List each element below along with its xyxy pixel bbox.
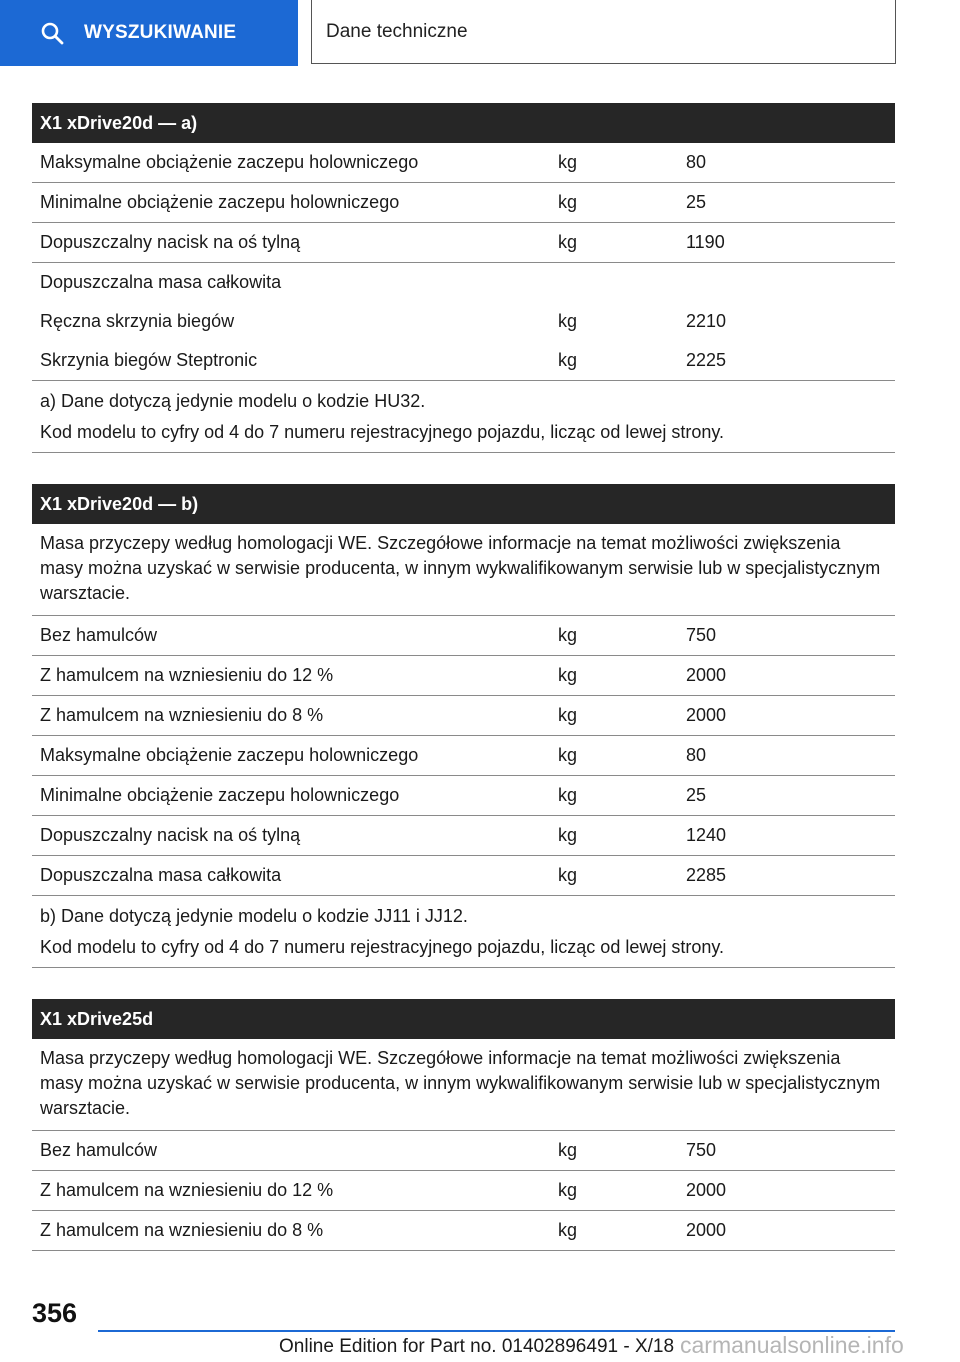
table-row <box>32 1211 895 1251</box>
row-label: Maksymalne obciążenie zaczepu holowniczego <box>40 152 419 172</box>
table-row <box>32 183 895 223</box>
row-label: Ręczna skrzynia biegów <box>40 311 235 331</box>
row-value: 2000 <box>686 1220 727 1240</box>
spec-content <box>32 103 895 1282</box>
row-unit: kg <box>558 232 578 252</box>
row-value: 2225 <box>686 350 727 370</box>
row-value: 2000 <box>686 1180 727 1200</box>
row-label: Dopuszczalna masa całkowita <box>40 272 282 292</box>
row-unit: kg <box>558 705 578 725</box>
table-row <box>32 656 895 696</box>
top-bar <box>0 0 960 66</box>
row-label: Maksymalne obciążenie zaczepu holowniczego <box>40 745 419 765</box>
table-row <box>32 1171 895 1211</box>
row-unit: kg <box>558 865 578 885</box>
table-row <box>32 263 895 302</box>
search-button-label: WYSZUKIWANIE <box>84 22 237 43</box>
row-label: Z hamulcem na wzniesieniu do 8 % <box>40 705 324 725</box>
table-row <box>32 856 895 896</box>
row-value: 2000 <box>686 665 727 685</box>
row-label: Bez hamulców <box>40 625 158 645</box>
row-label: Dopuszczalny nacisk na oś tylną <box>40 232 301 252</box>
row-value: 750 <box>686 1140 717 1160</box>
row-unit: kg <box>558 192 578 212</box>
table-description: Masa przyczepy według homologacji WE. Szczegółowe informacje na temat możliwości zwiększenia masy można uzyskać w serwisie producenta, w innym wykwalifikowanym serwisie lub w specjalistycznym warsztacie. <box>32 524 895 616</box>
row-label: Z hamulcem na wzniesieniu do 12 % <box>40 1180 334 1200</box>
row-value: 750 <box>686 625 717 645</box>
section-title[interactable]: Dane techniczne <box>311 0 896 64</box>
row-value: 2285 <box>686 865 727 885</box>
footnote-line: a) Dane dotyczą jedynie modelu o kodzie HU32. <box>40 391 426 411</box>
table-row <box>32 302 895 341</box>
table-title: X1 xDrive20d — b) <box>32 484 895 524</box>
table-row <box>32 616 895 656</box>
row-unit: kg <box>558 825 578 845</box>
table-footnote <box>32 896 895 968</box>
row-unit: kg <box>558 745 578 765</box>
spec-table-xdrive25d <box>32 999 895 1251</box>
row-value: 80 <box>686 745 707 765</box>
row-unit: kg <box>558 665 578 685</box>
spec-table-xdrive20d-b <box>32 484 895 968</box>
row-value: 2210 <box>686 311 727 331</box>
table-row <box>32 736 895 776</box>
table-row <box>32 776 895 816</box>
row-unit: kg <box>558 350 578 370</box>
row-label: Dopuszczalna masa całkowita <box>40 865 282 885</box>
table-row <box>32 223 895 263</box>
row-value: 80 <box>686 152 707 172</box>
row-value: 25 <box>686 192 707 212</box>
row-unit: kg <box>558 1180 578 1200</box>
row-label: Minimalne obciążenie zaczepu holowniczego <box>40 192 400 212</box>
spec-table-xdrive20d-a <box>32 103 895 453</box>
row-label: Z hamulcem na wzniesieniu do 12 % <box>40 665 334 685</box>
table-footnote <box>32 381 895 453</box>
row-label: Minimalne obciążenie zaczepu holowniczego <box>40 785 400 805</box>
table-title: X1 xDrive20d — a) <box>32 103 895 143</box>
row-value: 25 <box>686 785 707 805</box>
row-label: Bez hamulców <box>40 1140 158 1160</box>
row-label: Skrzynia biegów Steptronic <box>40 350 258 370</box>
watermark: carmanualsonline.info <box>680 1332 904 1358</box>
row-unit: kg <box>558 625 578 645</box>
row-value: 1190 <box>686 232 725 252</box>
footnote-line: b) Dane dotyczą jedynie modelu o kodzie JJ11 i JJ12. <box>40 906 468 926</box>
row-value: 2000 <box>686 705 727 725</box>
footnote-line: Kod modelu to cyfry od 4 do 7 numeru rejestracyjnego pojazdu, licząc od lewej strony. <box>40 937 725 957</box>
table-row <box>32 816 895 856</box>
row-value: 1240 <box>686 825 727 845</box>
table-title: X1 xDrive25d <box>32 999 895 1039</box>
footnote-line: Kod modelu to cyfry od 4 do 7 numeru rejestracyjnego pojazdu, licząc od lewej strony. <box>40 422 725 442</box>
table-row <box>32 696 895 736</box>
table-row <box>32 143 895 183</box>
row-unit: kg <box>558 152 578 172</box>
table-description: Masa przyczepy według homologacji WE. Szczegółowe informacje na temat możliwości zwiększenia masy można uzyskać w serwisie producenta, w innym wykwalifikowanym serwisie lub w specjalistycznym warsztacie. <box>32 1039 895 1131</box>
table-row <box>32 341 895 381</box>
row-label: Z hamulcem na wzniesieniu do 8 % <box>40 1220 324 1240</box>
row-unit: kg <box>558 785 578 805</box>
table-row <box>32 1131 895 1171</box>
edition-label: Online Edition for Part no. 01402896491 - X/18 <box>279 1336 675 1357</box>
row-unit: kg <box>558 311 578 331</box>
row-unit: kg <box>558 1140 578 1160</box>
page-number: 356 <box>32 1298 78 1328</box>
search-button[interactable] <box>0 0 298 66</box>
search-icon <box>40 21 64 45</box>
row-label: Dopuszczalny nacisk na oś tylną <box>40 825 301 845</box>
row-unit: kg <box>558 1220 578 1240</box>
